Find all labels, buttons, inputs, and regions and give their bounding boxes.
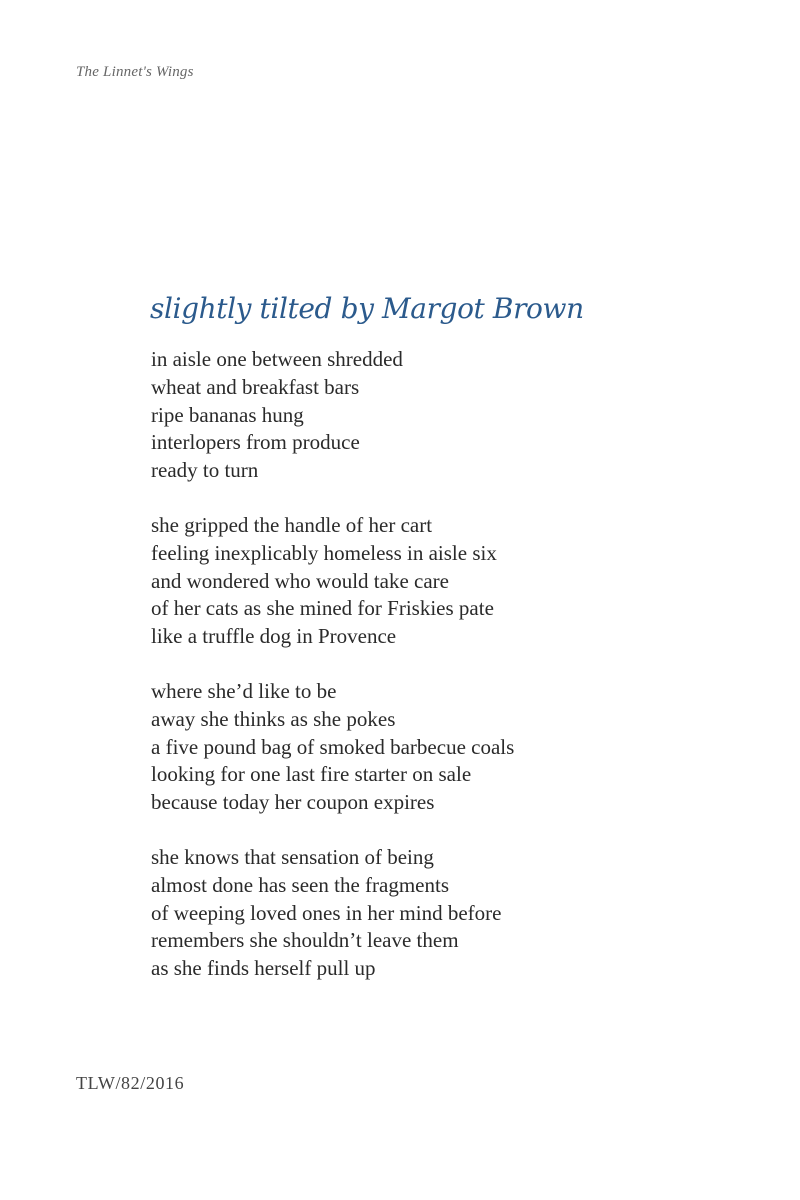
poem-line: she knows that sensation of being [151,844,434,869]
poem-line: looking for one last fire starter on sale [151,762,472,787]
poem-title: slightly tilted by Margot Brown [150,292,584,325]
poem-line: wheat and breakfast bars [151,374,360,399]
poem-line: away she thinks as she pokes [151,706,396,731]
stanza-2 [151,512,514,651]
poem-line: she gripped the handle of her cart [151,512,433,537]
stanza-3 [151,678,514,817]
poem-body [151,346,514,983]
poem-line: like a truffle dog in Provence [151,624,397,649]
poem-line: as she finds herself pull up [151,956,376,981]
stanza-1 [151,346,514,485]
poem-line: of weeping loved ones in her mind before [151,900,502,925]
poem-line: remembers she shouldn’t leave them [151,928,459,953]
poem-line: of her cats as she mined for Friskies pate [151,596,494,621]
poem-line: and wondered who would take care [151,568,449,593]
poem-line: because today her coupon expires [151,790,435,815]
poem-line: interlopers from produce [151,430,360,455]
poem-line: almost done has seen the fragments [151,872,449,897]
poem-line: in aisle one between shredded [151,347,403,371]
poem-line: where she’d like to be [151,678,337,703]
stanza-4 [151,844,514,983]
journal-title: The Linnet's Wings [76,64,194,80]
poem-line: feeling inexplicably homeless in aisle six [151,540,497,565]
poem-line: a five pound bag of smoked barbecue coals [151,734,515,759]
poem-line: ready to turn [151,458,259,483]
poem-line: ripe bananas hung [151,402,304,427]
page-folio: TLW/82/2016 [76,1073,185,1093]
